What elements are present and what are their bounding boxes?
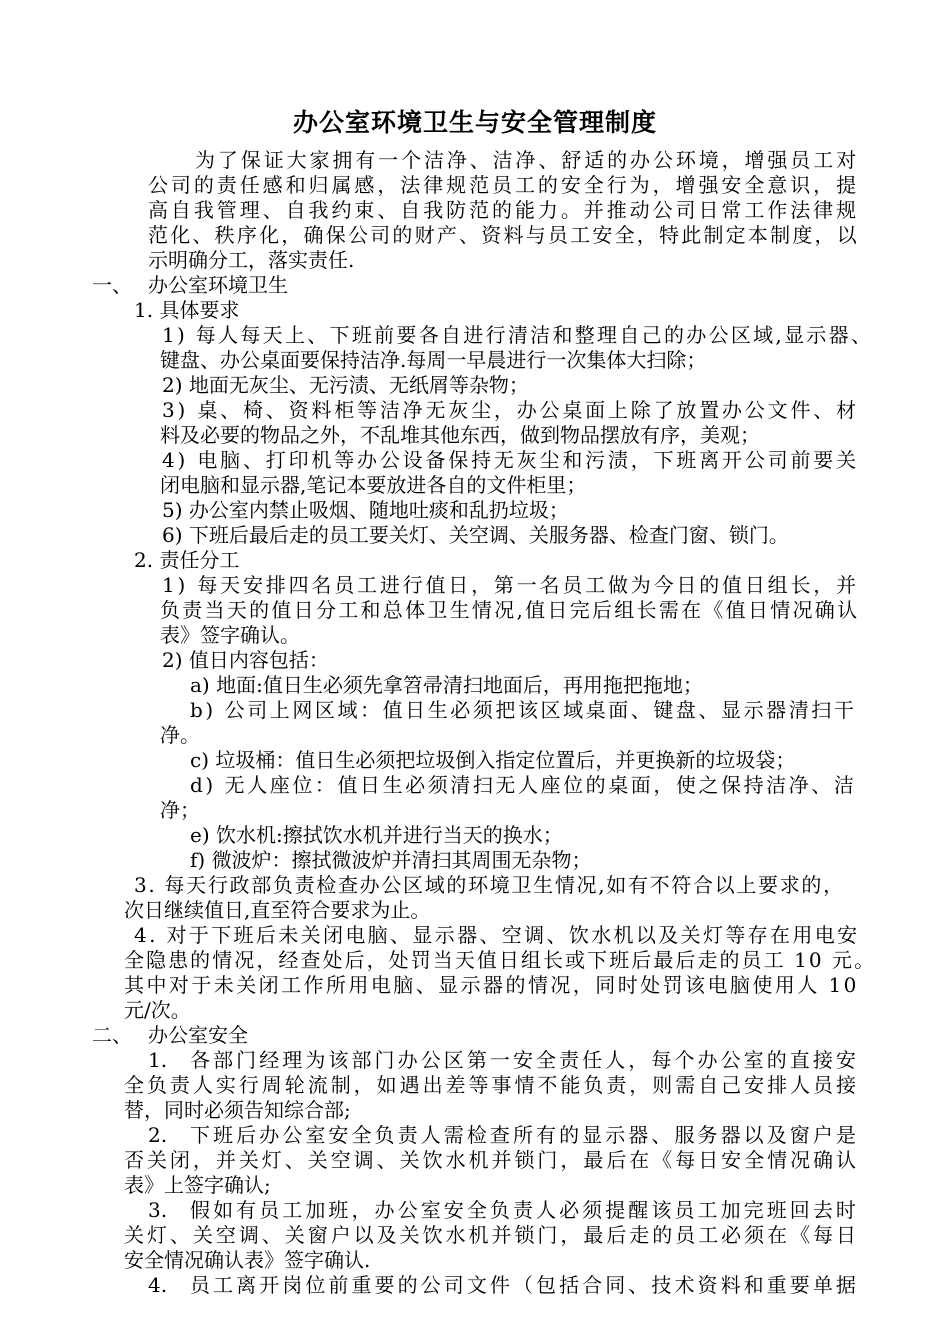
paragraph-line: 各部门经理为该部门办公区第一安全责任人，每个办公室的直接安 bbox=[190, 1048, 859, 1072]
section-number: 二、 bbox=[92, 1023, 132, 1047]
sub-list-item-line: d) 无人座位：值日生必须清扫无人座位的桌面，使之保持洁净、洁 bbox=[190, 773, 857, 797]
sub-list-item-line: a) 地面:值日生必须先拿笤帚清扫地面后，再用拖把拖地； bbox=[190, 673, 703, 697]
list-item-line: 表》签字确认。 bbox=[160, 623, 300, 647]
item-number: 3. bbox=[148, 1198, 168, 1222]
intro-line: 示明确分工，落实责任. bbox=[148, 248, 355, 272]
item-number: 1. bbox=[148, 1048, 168, 1072]
sub-list-item-line: 净； bbox=[160, 798, 200, 822]
sub-list-item-line: c) 垃圾桶：值日生必须把垃圾倒入指定位置后，并更换新的垃圾袋； bbox=[190, 748, 796, 772]
paragraph-line: 全负责人实行周轮流制，如遇出差等事情不能负责，则需自己安排人员接 bbox=[124, 1073, 859, 1097]
paragraph-line: 关灯、关空调、关窗户以及关饮水机并锁门，最后走的员工必须在《每日 bbox=[124, 1223, 859, 1247]
list-item-line: 1) 每天安排四名员工进行值日，第一名员工做为今日的值日组长，并 bbox=[162, 573, 859, 597]
paragraph-line: 下班后办公室安全负责人需检查所有的显示器、服务器以及窗户是 bbox=[190, 1123, 859, 1147]
list-item-line: 键盘、办公桌面要保持洁净.每周一早晨进行一次集体大扫除； bbox=[160, 348, 707, 372]
list-item-line: 2) 地面无灰尘、无污渍、无纸屑等杂物； bbox=[162, 373, 529, 397]
list-item-line: 料及必要的物品之外，不乱堆其他东西，做到物品摆放有序，美观； bbox=[160, 423, 760, 447]
paragraph-line: 3. 每天行政部负责检查办公区域的环境卫生情况,如有不符合以上要求的， bbox=[134, 873, 845, 897]
intro-line: 公司的责任感和归属感，法律规范员工的安全行为，增强安全意识，提 bbox=[148, 173, 859, 197]
paragraph-line: 表》上签字确认; bbox=[124, 1173, 271, 1197]
item-number: 2. bbox=[148, 1123, 168, 1147]
paragraph-line: 4. 对于下班后未关闭电脑、显示器、空调、饮水机以及关灯等存在用电安 bbox=[134, 923, 860, 947]
intro-line: 高自我管理、自我约束、自我防范的能力。并推动公司日常工作法律规 bbox=[148, 198, 859, 222]
sub-list-item-line: f) 微波炉：擦拭微波炉并清扫其周围无杂物； bbox=[190, 848, 592, 872]
paragraph-line: 替，同时必须告知综合部; bbox=[124, 1098, 351, 1122]
intro-line: 范化、秩序化，确保公司的财产、资料与员工安全，特此制定本制度，以 bbox=[148, 223, 859, 247]
paragraph-line: 其中对于未关闭工作所用电脑、显示器的情况，同时处罚该电脑使用人 10 bbox=[124, 973, 859, 997]
list-item-line: 3) 桌、椅、资料柜等洁净无灰尘，办公桌面上除了放置办公文件、材 bbox=[162, 398, 859, 422]
section-heading: 办公室环境卫生 bbox=[148, 273, 288, 297]
list-item-line: 4) 电脑、打印机等办公设备保持无灰尘和污渍，下班离开公司前要关 bbox=[162, 448, 859, 472]
list-item-line: 闭电脑和显示器,笔记本要放进各自的文件柜里； bbox=[160, 473, 587, 497]
subsection-heading: 1. 具体要求 bbox=[134, 298, 240, 322]
section-heading: 办公室安全 bbox=[148, 1023, 248, 1047]
paragraph-line: 假如有员工加班，办公室安全负责人必须提醒该员工加完班回去时 bbox=[190, 1198, 859, 1222]
list-item-line: 负责当天的值日分工和总体卫生情况,值日完后组长需在《值日情况确认 bbox=[160, 598, 860, 622]
paragraph-line: 否关闭，并关灯、关空调、关饮水机并锁门，最后在《每日安全情况确认 bbox=[124, 1148, 859, 1172]
sub-list-item-line: b) 公司上网区域：值日生必须把该区域桌面、键盘、显示器清扫干 bbox=[190, 698, 857, 722]
list-item-line: 2) 值日内容包括： bbox=[162, 648, 329, 672]
paragraph-line: 全隐患的情况，经查处后，处罚当天值日组长或下班后最后走的员工 10 元。 bbox=[124, 948, 877, 972]
paragraph-line: 安全情况确认表》签字确认. bbox=[124, 1248, 371, 1272]
list-item-line: 6) 下班后最后走的员工要关灯、关空调、关服务器、检查门窗、锁门。 bbox=[162, 523, 789, 547]
paragraph-line: 元/次。 bbox=[124, 998, 191, 1022]
list-item-line: 1) 每人每天上、下班前要各自进行清洁和整理自己的办公区域,显示器、 bbox=[162, 323, 874, 347]
subsection-heading: 2. 责任分工 bbox=[134, 548, 240, 572]
intro-line: 为了保证大家拥有一个洁净、洁净、舒适的办公环境，增强员工对 bbox=[195, 148, 859, 172]
sub-list-item-line: 净。 bbox=[160, 723, 200, 747]
list-item-line: 5) 办公室内禁止吸烟、随地吐痰和乱扔垃圾； bbox=[162, 498, 569, 522]
document-title: 办公室环境卫生与安全管理制度 bbox=[292, 108, 657, 137]
paragraph-line: 次日继续值日,直至符合要求为止。 bbox=[124, 898, 431, 922]
item-number: 4. bbox=[148, 1273, 168, 1297]
paragraph-line: 员工离开岗位前重要的公司文件（包括合同、技术资料和重要单据 bbox=[190, 1273, 859, 1297]
sub-list-item-line: e) 饮水机:擦拭饮水机并进行当天的换水； bbox=[190, 823, 563, 847]
section-number: 一、 bbox=[92, 273, 132, 297]
